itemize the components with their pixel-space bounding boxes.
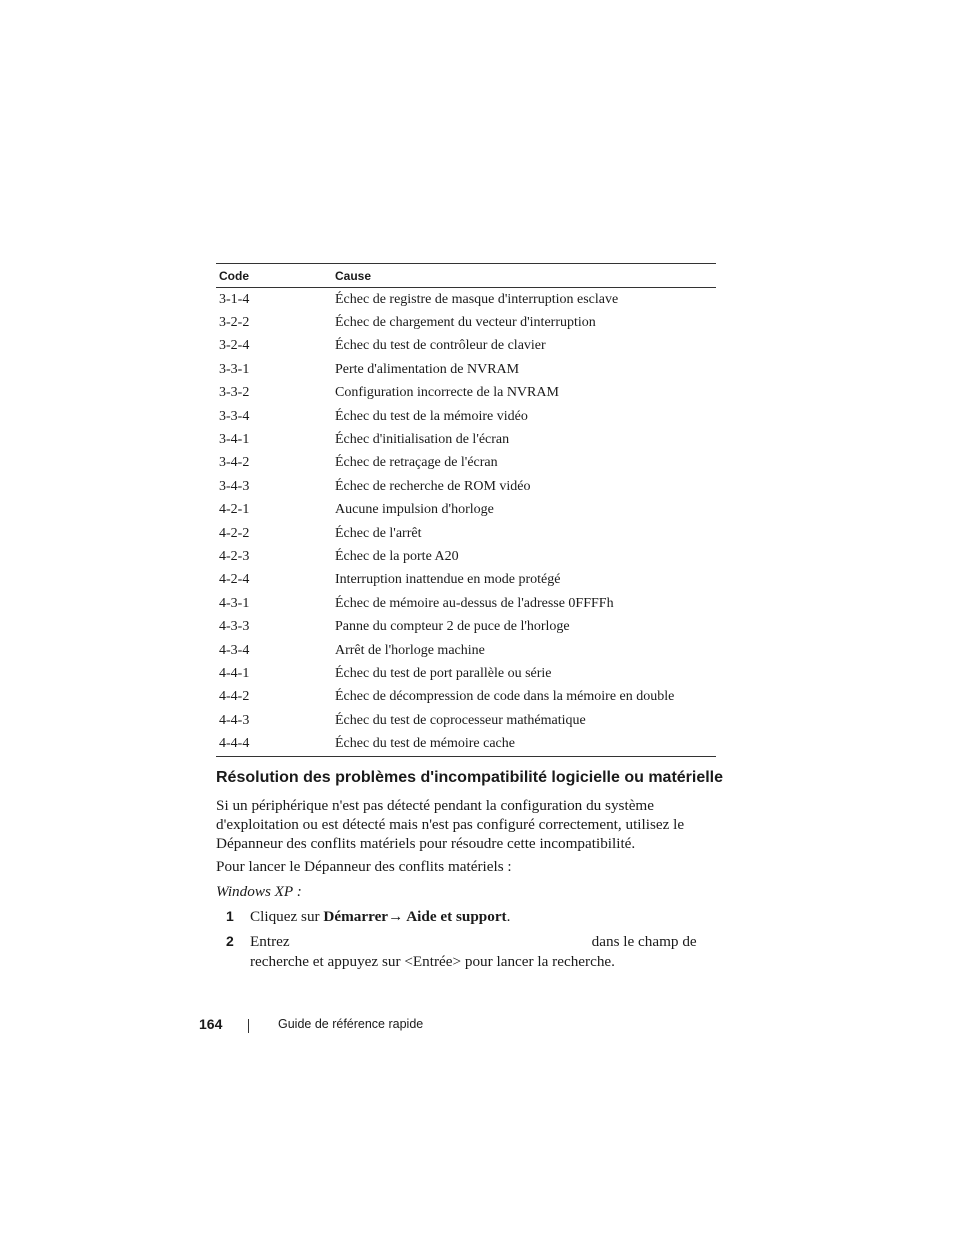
cause-cell: Échec du test de contrôleur de clavier [335, 338, 546, 354]
table-row [216, 358, 716, 381]
beep-code-cell: 3-4-3 [219, 478, 250, 494]
beep-code-cell: 4-2-2 [219, 525, 250, 541]
cause-cell: Perte d'alimentation de NVRAM [335, 361, 520, 377]
cause-cell: Échec de recherche de ROM vidéo [335, 478, 531, 494]
beep-code-cell: 4-2-1 [219, 502, 250, 518]
cause-cell: Échec de mémoire au-dessus de l'adresse 0FFFFh [335, 595, 614, 611]
page-footer [0, 1016, 954, 1036]
beep-code-table [216, 263, 716, 757]
beep-code-cell: 3-4-1 [219, 432, 250, 448]
cause-cell: Échec du test de la mémoire vidéo [335, 408, 528, 424]
beep-code-cell: 3-4-2 [219, 455, 250, 471]
table-row [216, 522, 716, 545]
table-row [216, 569, 716, 592]
beep-code-cell: 3-3-1 [219, 361, 250, 377]
beep-code-cell: 4-2-4 [219, 572, 250, 588]
beep-code-cell: 4-4-4 [216, 732, 332, 756]
table-row [216, 686, 716, 709]
header-cause: Cause [332, 264, 716, 288]
table-row [216, 428, 716, 451]
table-row [216, 382, 716, 405]
step-number: 2 [226, 933, 234, 949]
header-code: Code [216, 264, 332, 288]
table-row [216, 545, 716, 568]
cause-cell: Échec du test de port parallèle ou série [335, 665, 552, 681]
cause-cell: Échec de l'arrêt [335, 525, 422, 541]
cause-cell: Échec de registre de masque d'interruption esclave [335, 291, 619, 307]
cause-cell: Échec de retraçage de l'écran [335, 455, 498, 471]
cause-cell: Échec du test de mémoire cache [332, 732, 716, 756]
footer-doc-title: Guide de référence rapide [278, 1017, 424, 1031]
step-text-pre: Entrez [250, 933, 290, 950]
intro-paragraph: Si un périphérique n'est pas détecté pendant la configuration du système d'exploitation ou est détecté mais n'est pas configuré correctement, utilisez le Dépanneur des conflits matériels pour résoudre cette incompatibilité. [216, 797, 685, 852]
step-number: 1 [226, 908, 234, 924]
cause-cell: Aucune impulsion d'horloge [335, 502, 494, 518]
cause-cell: Échec du test de coprocesseur mathématique [335, 712, 586, 728]
beep-code-cell: 4-3-1 [219, 595, 250, 611]
table-row [216, 615, 716, 638]
beep-code-cell: 4-3-4 [219, 642, 250, 658]
beep-code-cell: 4-4-3 [219, 712, 250, 728]
beep-code-cell: 4-4-2 [219, 689, 250, 705]
table-row [216, 475, 716, 498]
table-header-row [216, 264, 716, 288]
menu-start: Démarrer [323, 908, 389, 925]
table-row [216, 662, 716, 685]
cause-cell: Échec de chargement du vecteur d'interruption [335, 315, 596, 331]
step-text-post: dans le champ de recherche et appuyez sur <Entrée> pour lancer la recherche. [250, 933, 697, 970]
step-text [250, 907, 716, 927]
table-row [216, 335, 716, 358]
beep-code-cell: 3-1-4 [219, 291, 250, 307]
cause-cell: Échec de la porte A20 [335, 548, 459, 564]
arrow-icon: → [388, 908, 404, 925]
table-row [216, 405, 716, 428]
beep-code-cell: 3-2-2 [219, 315, 250, 331]
cause-cell: Échec d'initialisation de l'écran [335, 432, 510, 448]
table-row [216, 288, 716, 312]
cause-cell: Arrêt de l'horloge machine [335, 642, 485, 658]
table-row [216, 732, 716, 756]
step-1 [216, 907, 716, 927]
footer-divider [248, 1019, 249, 1033]
cause-cell: Interruption inattendue en mode protégé [335, 572, 561, 588]
table-body [216, 288, 716, 757]
beep-code-cell: 3-2-4 [219, 338, 250, 354]
beep-code-cell: 4-2-3 [219, 548, 250, 564]
menu-help-support: Aide et support [403, 908, 507, 925]
table-row [216, 592, 716, 615]
table-row [216, 499, 716, 522]
cause-cell: Panne du compteur 2 de puce de l'horloge [335, 619, 570, 635]
cause-cell: Échec de décompression de code dans la mémoire en double [335, 689, 675, 705]
page-number: 164 [199, 1016, 223, 1032]
cause-cell: Configuration incorrecte de la NVRAM [335, 385, 559, 401]
table-row [216, 639, 716, 662]
table-row [216, 709, 716, 732]
step-2 [216, 932, 716, 971]
table-row [216, 452, 716, 475]
beep-code-cell: 4-4-1 [219, 665, 250, 681]
step-text [250, 932, 716, 971]
launch-paragraph: Pour lancer le Dépanneur des conflits matériels : [216, 858, 512, 875]
os-label: Windows XP : [216, 883, 302, 900]
section-title: Résolution des problèmes d'incompatibilité logicielle ou matérielle [216, 769, 724, 786]
step-text-pre: Cliquez sur [250, 908, 324, 925]
table-row [216, 311, 716, 334]
beep-code-cell: 4-3-3 [219, 619, 250, 635]
beep-code-cell: 3-3-4 [219, 408, 250, 424]
step-text-post: . [506, 908, 511, 925]
beep-code-cell: 3-3-2 [219, 385, 250, 401]
